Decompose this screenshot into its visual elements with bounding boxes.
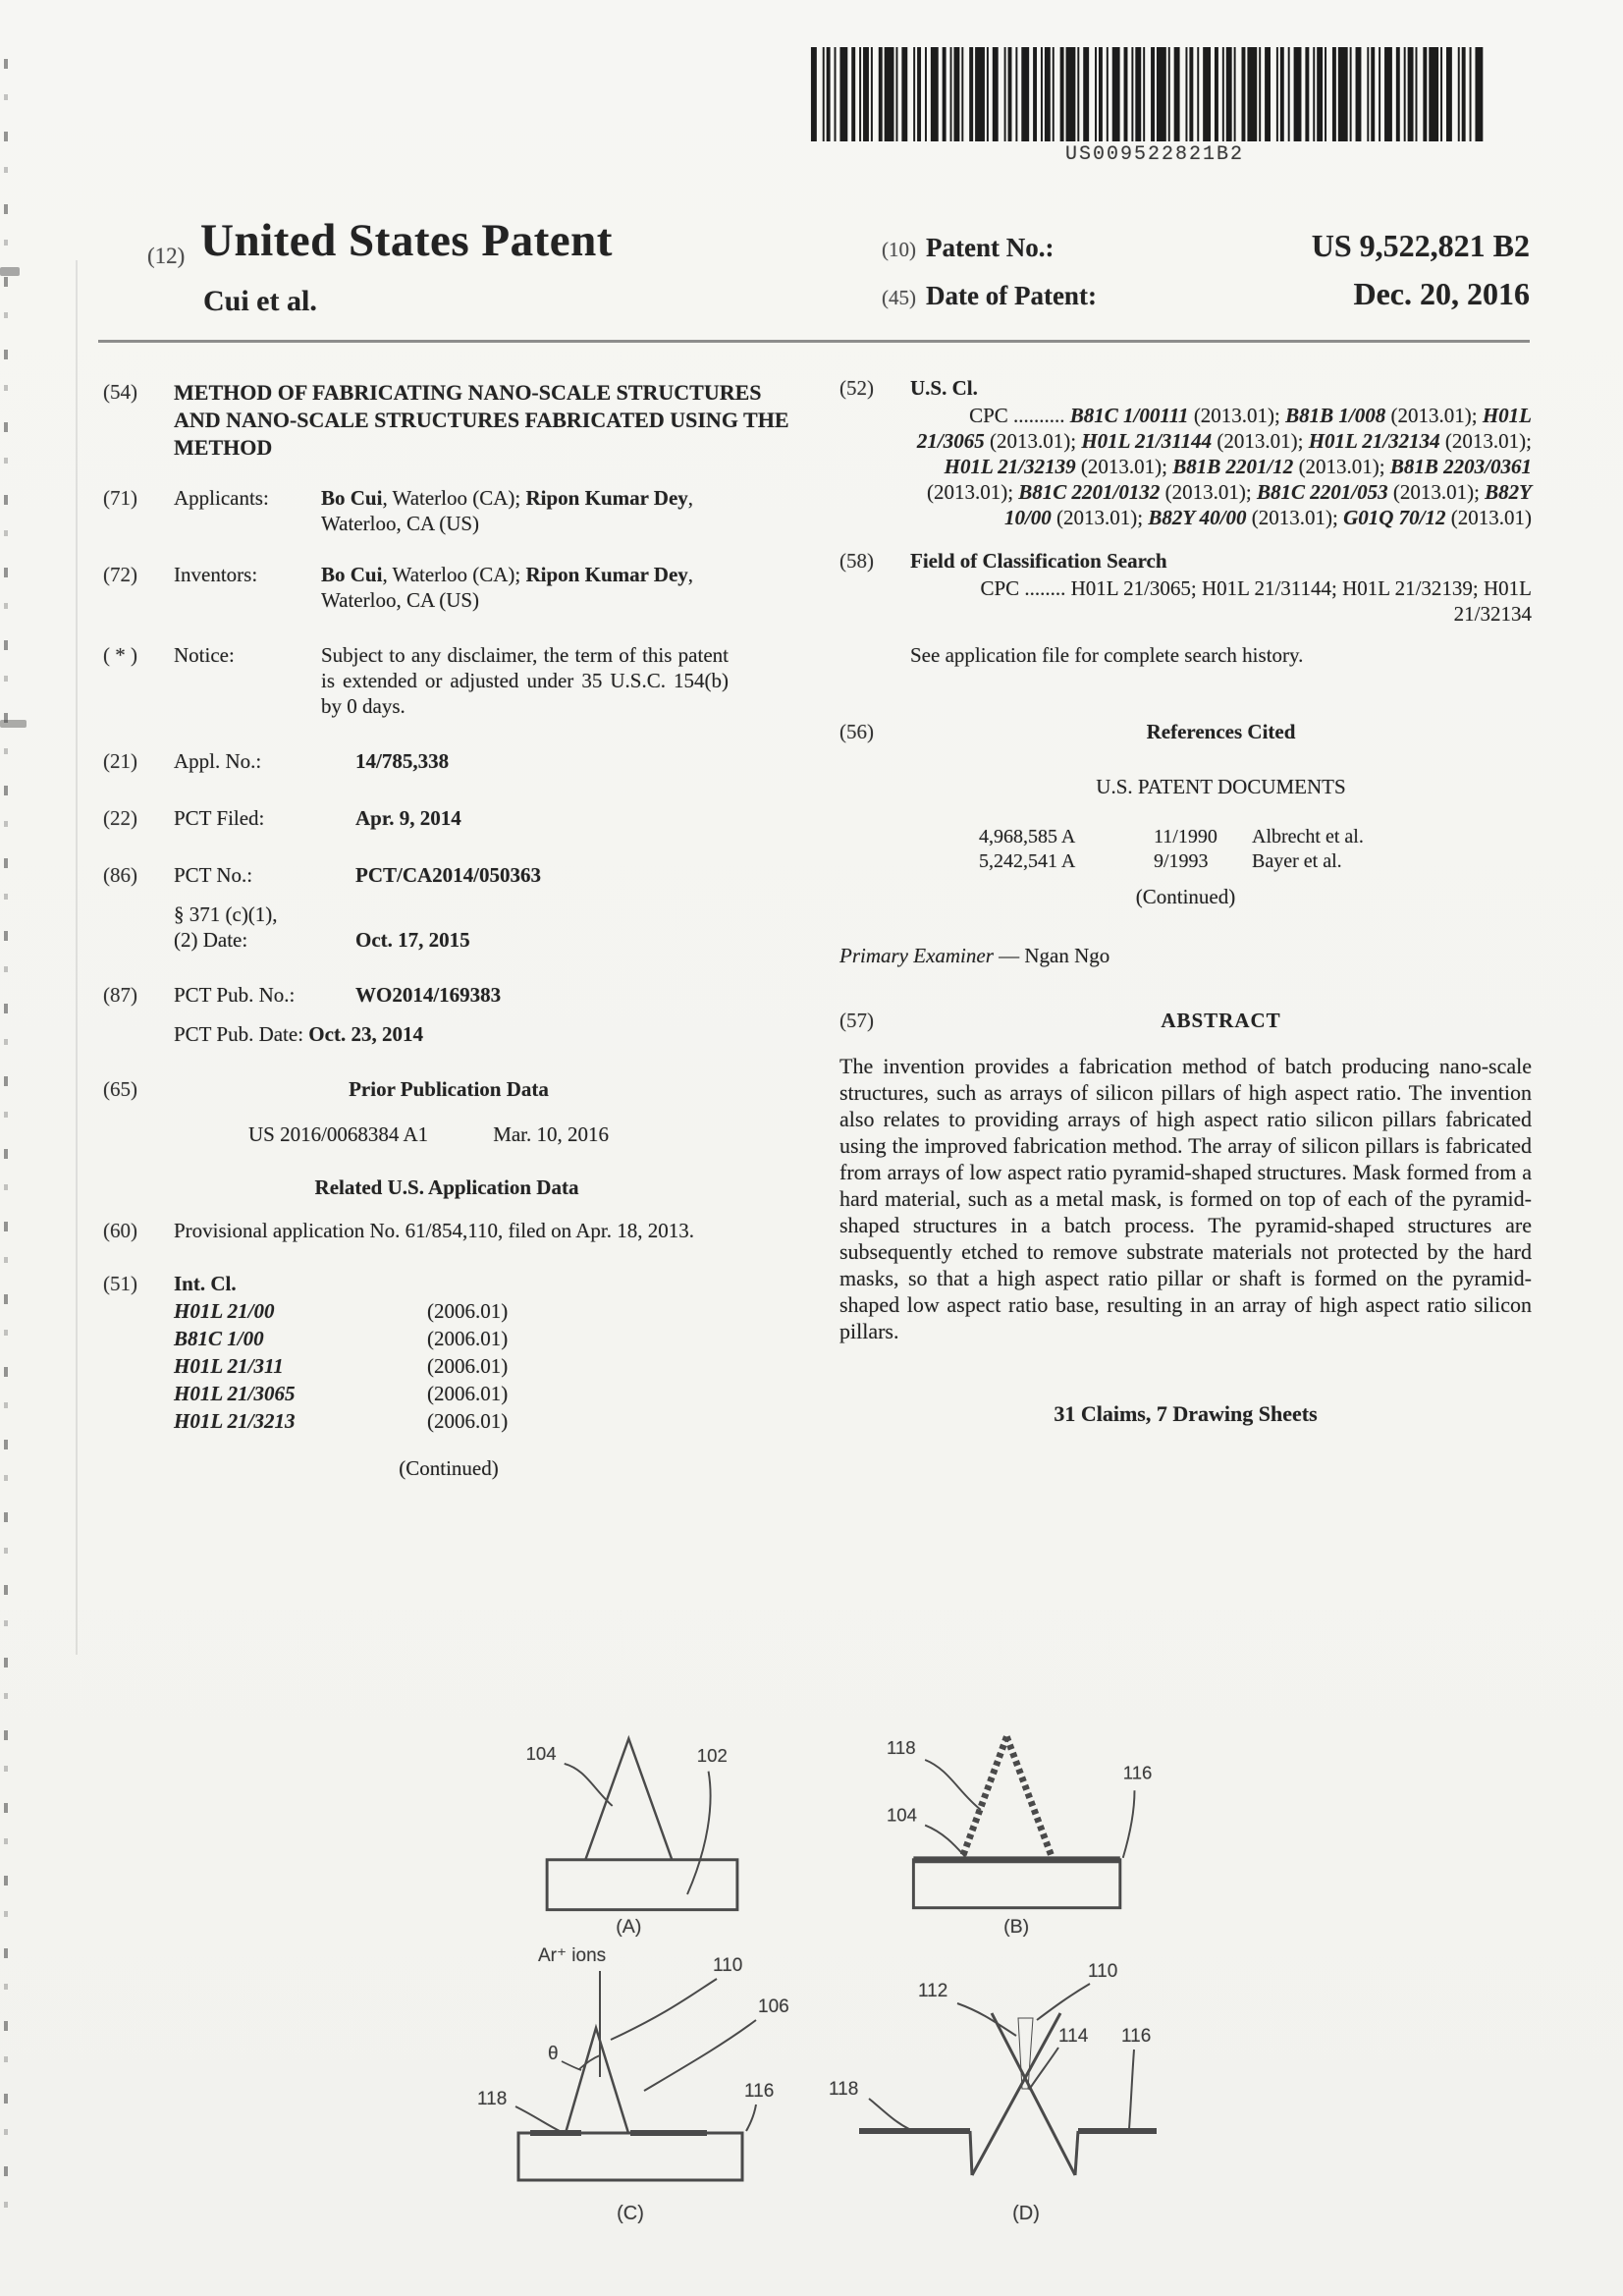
figure-d [825,1930,1178,2229]
class-code: H01L 21/3065 [174,1382,296,1405]
field-num: (52) [839,376,874,400]
figure-d-caption: (D) [1012,2203,1040,2224]
patent-date-row [882,276,1530,312]
pct-filed-label: PCT Filed: [174,806,265,830]
int-cl-row [174,1298,790,1324]
prior-pub-heading: Prior Publication Data [349,1077,549,1101]
ar-ions-label: Ar⁺ ions [538,1945,607,1966]
provisional-text: Provisional application No. 61/854,110, filed on Apr. 18, 2013. [174,1219,695,1242]
class-version: (2006.01) [427,1409,509,1433]
ref-date: 11/1990 [1154,826,1217,847]
us-cl-heading: U.S. Cl. [910,376,978,400]
search-note: See application file for complete search history. [910,643,1304,667]
field-86-pct-no [103,862,790,953]
class-version: (2006.01) [427,1327,509,1350]
ref-label-104: 104 [886,1804,917,1826]
ref-label-116: 116 [1122,1762,1153,1783]
patent-number-row [882,228,1530,264]
ref-label-116: 116 [1121,2026,1152,2047]
ref-label-110: 110 [713,1955,743,1976]
ref-label-118: 118 [829,2079,859,2100]
field-num: (21) [103,749,137,773]
372-date-label: (2) Date: [174,928,248,952]
371-date-value: Oct. 17, 2015 [355,928,470,952]
field-51-int-cl [103,1271,790,1481]
ref-label-118: 118 [477,2089,508,2109]
ref-label-106: 106 [758,1996,789,2017]
figure-c [471,1930,805,2229]
continued-note: (Continued) [399,1456,499,1480]
pct-pub-date-value: Oct. 23, 2014 [308,1022,423,1046]
kind-code-12: (12) [147,244,186,268]
field-num: (56) [839,720,874,743]
header-divider [98,340,1530,343]
applicants-label: Applicants: [174,486,269,510]
field-57-abstract [839,1008,1532,1033]
field-num: (54) [103,380,137,404]
field-num: (65) [103,1077,137,1101]
pct-no-label: PCT No.: [174,863,253,887]
int-cl-row [174,1381,790,1406]
class-code: B81C 1/00 [174,1327,264,1350]
field-22-pct-filed [103,805,790,831]
scan-speck [0,720,27,728]
class-version: (2006.01) [427,1382,509,1405]
figure-a-caption: (A) [616,1916,642,1939]
field-num: (58) [839,549,874,573]
primary-examiner-line: Primary Examiner — Ngan Ngo [839,944,1110,967]
ref-label-104: 104 [525,1742,557,1764]
figure-c-caption: (C) [617,2203,644,2224]
ref-name: Bayer et al. [1252,850,1342,872]
figure-b-caption: (B) [1003,1916,1030,1939]
field-search-heading: Field of Classification Search [910,549,1167,573]
prior-pub-date: Mar. 10, 2016 [493,1122,610,1146]
int-cl-row [174,1408,790,1434]
ref-label-114: 114 [1058,2026,1089,2047]
field-56-references [839,719,1532,799]
field-num-10: (10) [882,238,916,261]
scan-edge-artifact [4,59,8,2229]
field-num-45: (45) [882,286,916,309]
class-version: (2006.01) [427,1354,509,1378]
figure-a [511,1714,776,1940]
field-num: (72) [103,563,137,586]
field-60-provisional [103,1218,790,1243]
search-cpc-line: CPC ........ H01L 21/3065; H01L 21/31144; H01L 21/32139; H01L 21/32134 [980,576,1532,626]
inventor-byline: Cui et al. [203,285,317,317]
claims-line: 31 Claims, 7 Drawing Sheets [1054,1401,1318,1426]
us-patent-docs-heading: U.S. PATENT DOCUMENTS [1096,775,1346,798]
notice-text: Subject to any disclaimer, the term of this patent is extended or adjusted under 35 U.S.C. 154(b) by 0 days. [321,643,729,718]
class-code: H01L 21/3213 [174,1409,296,1433]
invention-title: METHOD OF FABRICATING NANO-SCALE STRUCTURES AND NANO-SCALE STRUCTURES FABRICATED USING THE METHOD [174,380,789,460]
left-column [103,379,790,1481]
notice-label: Notice: [174,643,235,667]
appl-no-value: 14/785,338 [355,749,450,773]
inventors-value: Bo Cui, Waterloo (CA); Ripon Kumar Dey, Waterloo, CA (US) [321,563,694,612]
prior-pub-line [248,1121,790,1147]
field-71-applicants [103,485,790,536]
cpc-classification-block: CPC .......... B81C 1/00111 (2013.01); B81B 1/008 (2013.01); H01L 21/3065 (2013.01); H01L 21/31144 (2013.01); H01L 21/32134 (2013.01); H01L 21/32139 (2013.01); B81B 2201/12 (2013.01); B81B 2203/0361 (2013.01); B81C 2201/0132 (2013.01); B81C 2201/053 (2013.01); B82Y 10/00 (2013.01); B82Y 40/00 (2013.01); G01Q 70/12 (2013.01) [916,404,1532,529]
field-72-inventors [103,562,790,613]
field-num: (57) [839,1009,874,1032]
barcode-text: US009522821B2 [1064,143,1245,166]
ref-name: Albrecht et al. [1252,826,1364,847]
field-notice [103,642,790,719]
ref-label-110: 110 [1088,1961,1118,1982]
field-num: (60) [103,1219,137,1242]
field-54-title [103,379,790,462]
field-num: (86) [103,863,137,887]
abstract-heading: ABSTRACT [1161,1009,1281,1032]
field-21-appl-no [103,748,790,774]
scan-speck [0,267,20,276]
ref-label-102: 102 [696,1744,728,1766]
ref-date: 9/1993 [1154,850,1209,872]
ref-label-112: 112 [918,1981,948,2001]
ref-number: 4,968,585 A [979,826,1076,847]
references-heading: References Cited [1146,720,1296,743]
patent-date-label: Date of Patent: [926,281,1097,310]
figure-b [874,1714,1168,1940]
right-column [839,375,1532,1427]
abstract-text: The invention provides a fabrication method of batch producing nano-scale structures, such as arrays of silicon pillars of high aspect ratio. The invention also relates to providing arrays of high aspect ratio silicon pillars fabricated using the improved fabrication method. The array of silicon pillars is fabricated from arrays of low aspect ratio pyramid-shaped structures. Mask formed from a hard material, such as a metal mask, is formed on top of each of the pyramid-shaped structures in a batch process. The pyramid-shaped structures are subsequently etched to remove substrate materials not protected by the hard masks, so that a high aspect ratio pillar or shaft is formed on the pyramid-shaped low aspect ratio base, resulting in an array of high aspect ratio silicon pillars. [839,1054,1532,1343]
field-52-us-cl [839,375,1532,530]
field-num: ( * ) [103,643,137,667]
page-title: United States Patent [200,215,613,266]
reference-list [979,825,1532,874]
field-65-prior-pub [103,1076,790,1102]
field-num: (51) [103,1272,137,1295]
field-num: (71) [103,486,137,510]
class-version: (2006.01) [427,1299,509,1323]
related-data-heading: Related U.S. Application Data [314,1175,579,1199]
field-87-pct-pub [103,982,790,1047]
field-num: (87) [103,983,137,1007]
ref-label-116: 116 [744,2081,775,2102]
pct-pub-no-value: WO2014/169383 [355,983,502,1007]
barcode [807,47,1502,141]
reference-row [979,825,1532,849]
patent-number-label: Patent No.: [926,233,1055,262]
class-code: H01L 21/00 [174,1299,275,1323]
int-cl-row [174,1353,790,1379]
pct-no-value: PCT/CA2014/050363 [355,863,541,887]
ref-label-118: 118 [886,1737,916,1759]
theta-angle-label: θ [548,2044,559,2064]
field-num: (22) [103,806,137,830]
ref-number: 5,242,541 A [979,850,1076,872]
pct-filed-value: Apr. 9, 2014 [355,806,461,830]
int-cl-row [174,1326,790,1351]
applicants-value: Bo Cui, Waterloo (CA); Ripon Kumar Dey, Waterloo, CA (US) [321,486,694,535]
inventors-label: Inventors: [174,563,258,586]
patent-date-value: Dec. 20, 2016 [1353,276,1530,311]
continued-note: (Continued) [1135,885,1236,908]
prior-pub-number: US 2016/0068384 A1 [248,1122,429,1146]
patent-number-value: US 9,522,821 B2 [1311,228,1530,263]
scan-streak-artifact [76,260,78,1655]
field-58-search [839,548,1532,668]
class-code: H01L 21/311 [174,1354,284,1378]
appl-no-label: Appl. No.: [174,749,262,773]
pct-pub-date-label: PCT Pub. Date: [174,1022,304,1046]
int-cl-heading: Int. Cl. [174,1272,237,1295]
reference-row [979,849,1532,874]
section-371-line: § 371 (c)(1), [174,902,278,926]
pct-pub-no-label: PCT Pub. No.: [174,983,296,1007]
